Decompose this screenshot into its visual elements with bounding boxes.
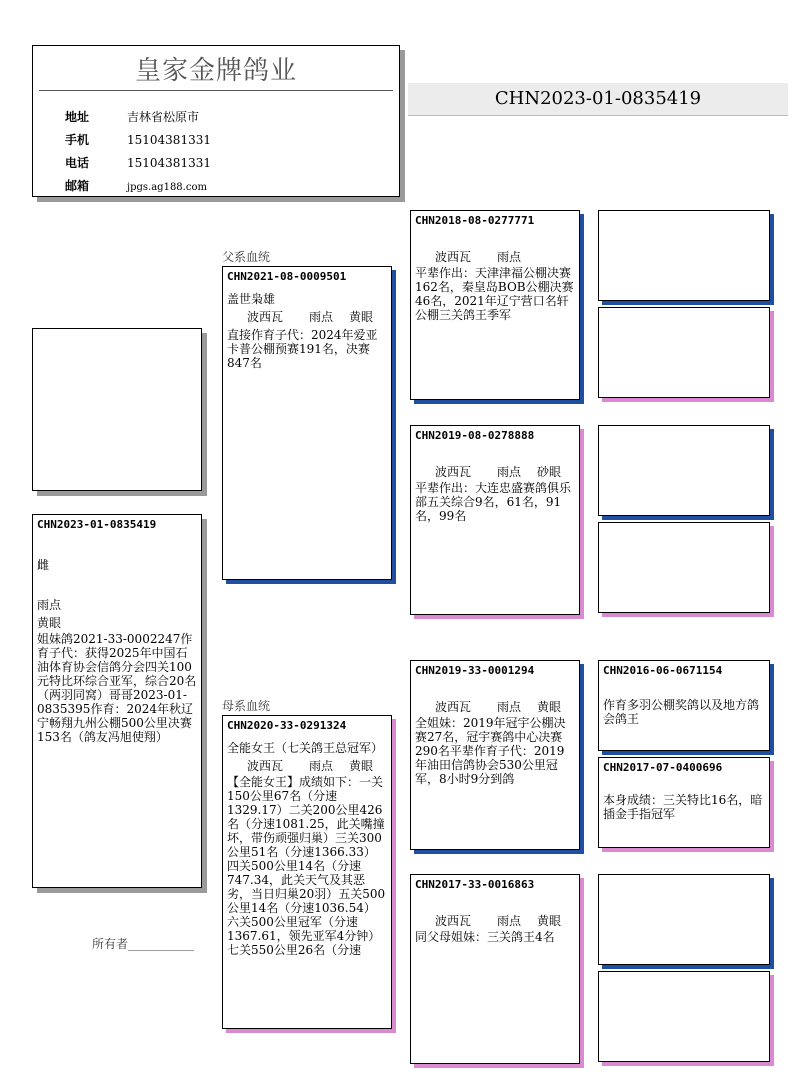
mobile-value: 15104381331 [127,133,211,147]
dam-eye: 黄眼 [349,759,374,773]
sire-color: 雨点 [309,310,334,324]
mobile-label: 手机 [65,133,90,147]
ggp-card-4 [598,522,770,613]
sire-dam-card [410,425,580,615]
sire-name: 盖世枭雄 [227,292,276,306]
gg1-id: CHN2016-06-0671154 [603,664,723,677]
mobile-row [65,131,211,148]
dam-name: 全能女王（七关鸽王总冠军） [227,741,384,755]
father-line-label: 父系血统 [222,250,271,264]
sire-id: CHN2021-08-0009501 [227,270,347,283]
sd-color: 雨点 [497,465,522,479]
ss-id: CHN2018-08-0277771 [415,214,535,227]
dam-text: 【全能女王】成绩如下：一关150公里67名（分速1329.17）二关200公里426名（分速1081.25，此关嘴撞坏，带伤顽强归巢）三关300公里51名（分速1366.33）四关500公里14名（分速747.34，此关天气及其恶劣，当日归巢20羽）五关500公里14名（分速1036.54）六关500公里冠军（分速1367.61，领先亚军4分钟）七关550公里26名（分速 [227,775,386,957]
ggp-card-6 [598,757,770,848]
dd-color: 雨点 [497,914,522,928]
divider [39,90,393,91]
ss-color: 雨点 [497,250,522,264]
subject-text: 姐妹鸽2021-33-0002247作育子代：获得2025年中国石油体育协会信鸽分会四关100元特比环综合亚军，综合20名（两羽同窝）哥哥2023-01-0835395作育：2024年秋辽宁畅翔九州公棚500公里决赛153名（鸽友冯旭使翔） [37,632,197,744]
sd-text: 平辈作出：大连忠盛赛鸽俱乐部五关综合9名，61名，91名，99名 [415,481,572,523]
subject-sex: 雌 [37,558,50,572]
sd-line: 波西瓦 [435,465,472,479]
ss-text: 平辈作出：天津津福公棚决赛162名，秦皇岛BOB公棚决赛46名，2021年辽宁营口名轩公棚三关鸽王季军 [415,266,574,322]
sire-text: 直接作育子代：2024年爱亚卡普公棚预赛191名，决赛847名 [227,328,378,370]
mother-line-label: 母系血统 [222,699,271,713]
address-value: 吉林省松原市 [127,110,200,124]
gg1-text: 作育多羽公棚奖鸽以及地方鸽会鸽王 [603,698,760,726]
dam-card [222,715,392,1029]
ds-color: 雨点 [497,700,522,714]
ggp-card-8 [598,971,770,1062]
subject-photo [32,328,202,491]
dam-id: CHN2020-33-0291324 [227,719,347,732]
dam-color: 雨点 [309,759,334,773]
sire-card [222,266,392,580]
subject-id: CHN2023-01-0835419 [37,518,157,531]
dd-line: 波西瓦 [435,914,472,928]
ss-line: 波西瓦 [435,250,472,264]
gg2-id: CHN2017-07-0400696 [603,761,723,774]
ds-id: CHN2019-33-0001294 [415,664,535,677]
dd-text: 同父母姐妹：三关鸽王4名 [415,930,555,944]
ggp-card-5 [598,660,770,751]
sire-sire-card [410,210,580,400]
owner-label: 所有者___________ [92,937,195,951]
subject-card [32,514,202,888]
dam-line: 波西瓦 [247,759,284,773]
ring-number-bar [408,83,788,116]
dam-dam-card [410,874,580,1064]
phone-label: 电话 [65,156,90,170]
address-label: 地址 [65,110,90,124]
sire-line: 波西瓦 [247,310,284,324]
phone-value: 15104381331 [127,156,211,170]
ggp-card-7 [598,874,770,965]
gg2-text: 本身成绩：三关特比16名，暗插金手指冠军 [603,793,763,821]
ggp-card-3 [598,425,770,516]
ring-number: CHN2023-01-0835419 [494,88,702,109]
dd-eye: 黄眼 [537,914,562,928]
subject-color: 雨点 [37,598,62,612]
dam-sire-card [410,660,580,850]
breeder-name: 皇家金牌鸽业 [134,56,297,86]
phone-row [65,154,211,171]
dd-id: CHN2017-33-0016863 [415,878,535,891]
breeder-card [32,45,400,197]
email-value: jpgs.ag188.com [127,182,207,193]
ds-line: 波西瓦 [435,700,472,714]
ds-text: 全姐妹：2019年冠宇公棚决赛27名，冠宇赛鸽中心决赛290名平辈作育子代：2019年油田信鸽协会530公里冠军，8小时9分到鸽 [415,716,566,786]
sire-eye: 黄眼 [349,310,374,324]
ggp-card-2 [598,307,770,398]
address-row [65,108,199,125]
sd-eye: 砂眼 [537,465,562,479]
ds-eye: 黄眼 [537,700,562,714]
subject-eye: 黄眼 [37,616,62,630]
sd-id: CHN2019-08-0278888 [415,429,535,442]
ggp-card-1 [598,210,770,301]
email-label: 邮箱 [65,179,90,193]
email-row [65,177,207,194]
